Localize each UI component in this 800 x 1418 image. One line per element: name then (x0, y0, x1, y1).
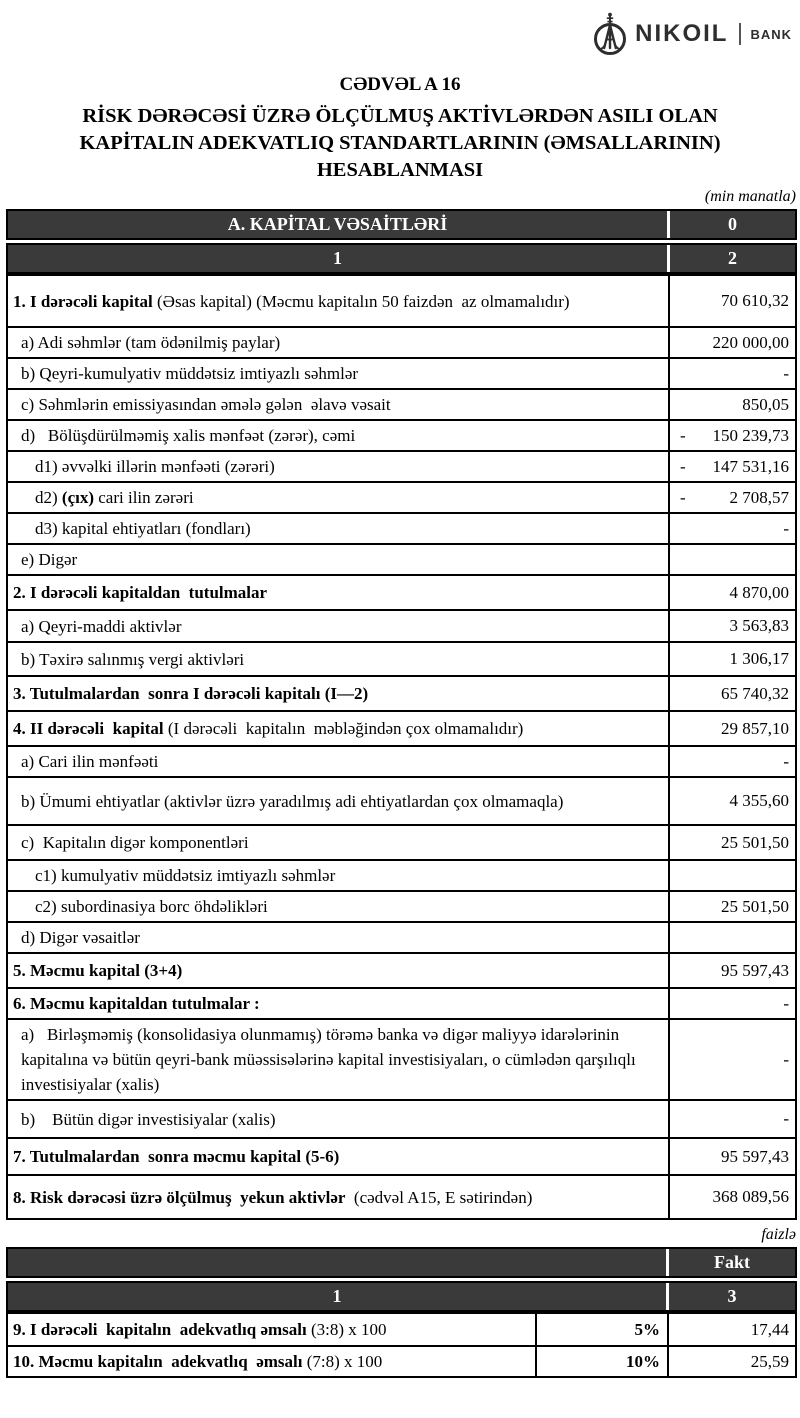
row-value-cell (670, 861, 795, 890)
row-label (8, 545, 670, 574)
ratio-row-label (8, 1314, 537, 1345)
bank-division: BANK (750, 26, 792, 42)
label-segment: 5. Məcmu kapital (3+4) (13, 961, 183, 980)
label-segment: 7. Tutulmalardan sonra məcmu kapital (5-6) (13, 1147, 340, 1166)
label-segment: b) Təxirə salınmış vergi aktivləri (21, 649, 245, 669)
capital-table-row (8, 574, 795, 609)
row-label (8, 826, 670, 859)
capital-table-row (8, 824, 795, 859)
row-value-cell (670, 421, 795, 450)
row-value-cell (670, 483, 795, 512)
row-value: 29 857,10 (721, 718, 789, 738)
row-value-cell (670, 514, 795, 543)
capital-table-row (8, 357, 795, 388)
label-segment: (3:8) x 100 (306, 1319, 387, 1339)
label-segment: d3) kapital ehtiyatları (fondları) (35, 519, 251, 538)
capital-table-row (8, 481, 795, 512)
row-value: 95 597,43 (721, 1146, 789, 1166)
row-value-cell (670, 452, 795, 481)
ratio-subheader-col-1: 1 (8, 1283, 669, 1310)
label-segment: d2) (35, 488, 62, 507)
row-value: - (783, 1049, 789, 1069)
row-value: - (783, 363, 789, 383)
row-value: 4 355,60 (729, 791, 789, 810)
bank-logo (590, 12, 792, 56)
label-segment: a) Cari ilin mənfəəti (21, 752, 159, 771)
capital-table-row (8, 890, 795, 921)
label-segment: c1) kumulyativ müddətsiz imtiyazlı səhmlər (35, 866, 336, 885)
capital-table-row (8, 1099, 795, 1137)
label-segment: (I dərəcəli kapitalın məbləğindən çox olmamalıdır) (163, 719, 524, 738)
minus-sign: - (680, 425, 686, 445)
row-label (8, 892, 670, 921)
title-line-2: RİSK DƏRƏCƏSİ ÜZRƏ ÖLÇÜLMUŞ AKTİVLƏRDƏN ASILI OLAN (82, 105, 718, 127)
row-value: 1 306,17 (729, 649, 789, 668)
ratio-norm-value: 5% (537, 1314, 669, 1345)
capital-table-body (6, 274, 797, 1220)
ratio-header-fakt: Fakt (714, 1252, 750, 1272)
capital-table-row (8, 921, 795, 952)
capital-table (6, 209, 797, 1220)
row-value: 65 740,32 (721, 683, 789, 703)
logo-divider (739, 23, 741, 45)
row-label (8, 576, 670, 609)
ratio-header-empty (8, 1249, 669, 1276)
subheader-col-2: 2 (728, 248, 737, 268)
ratio-norm-value: 10% (537, 1347, 669, 1376)
label-segment: (cədvəl A15, E sətirindən) (345, 1187, 533, 1207)
label-segment: (çıx) (61, 488, 95, 507)
capital-table-row (8, 1174, 795, 1218)
label-segment: (7:8) x 100 (302, 1351, 383, 1371)
row-value-cell (670, 328, 795, 357)
label-segment: e) Digər (21, 550, 78, 569)
row-label (8, 1101, 670, 1137)
row-value-cell (670, 677, 795, 710)
row-value: 95 597,43 (721, 960, 789, 980)
label-segment: a) Birləşməmiş (konsolidasiya olunmamış) törəmə banka və digər maliyyə idarələrinin kapitalına və bütün qeyri-bank müəssisələrinə kapital investisiyaları, o cümlədən qarşılıqlı investisiyalar (xalis) (21, 1025, 640, 1094)
capital-table-header (6, 209, 797, 240)
label-segment: d) Digər vəsaitlər (21, 928, 140, 947)
row-label (8, 643, 670, 675)
row-value: - (783, 1109, 789, 1128)
unit-note-bottom: faizlə (761, 1226, 796, 1243)
capital-table-row (8, 512, 795, 543)
row-value: - (783, 518, 789, 538)
row-value-cell (670, 576, 795, 609)
row-label (8, 778, 670, 824)
row-label (8, 328, 670, 357)
row-label (8, 747, 670, 776)
label-segment: a) Qeyri-maddi aktivlər (21, 616, 182, 636)
label-segment: 2. I dərəcəli kapitaldan tutulmalar (13, 583, 268, 602)
row-value-cell (670, 1020, 795, 1099)
header-section-title: A. KAPİTAL VƏSAİTLƏRİ (8, 211, 670, 238)
header-col-0: 0 (728, 214, 737, 234)
row-label (8, 861, 670, 890)
ratio-table (6, 1247, 797, 1378)
row-value: 2 708,57 (729, 487, 789, 507)
row-label (8, 421, 670, 450)
row-value-cell (670, 954, 795, 987)
row-label (8, 677, 670, 710)
row-value: 3 563,83 (729, 616, 789, 635)
row-value-cell (670, 611, 795, 641)
label-segment: c2) subordinasiya borc öhdəlikləri (35, 897, 268, 916)
row-value-cell (670, 276, 795, 326)
row-value-cell (670, 989, 795, 1018)
label-segment: 1. I dərəcəli kapital (13, 291, 153, 311)
row-value-cell (670, 712, 795, 745)
label-segment: b) Qeyri-kumulyativ müddətsiz imtiyazlı səhmlər (21, 364, 359, 383)
row-value: 25 501,50 (721, 832, 789, 852)
row-value: 4 870,00 (729, 582, 789, 602)
label-segment: (Əsas kapital) (Məcmu kapitalın 50 faizdən az olmamalıdır) (152, 291, 570, 311)
row-value-cell (670, 359, 795, 388)
capital-table-row (8, 276, 795, 326)
capital-table-row (8, 609, 795, 641)
row-label (8, 989, 670, 1018)
capital-table-row (8, 326, 795, 357)
capital-table-subheader (6, 243, 797, 274)
label-segment: b) Bütün digər investisiyalar (xalis) (21, 1109, 276, 1129)
row-value-cell (670, 390, 795, 419)
row-value-cell (670, 747, 795, 776)
row-value-cell (670, 545, 795, 574)
row-value: 25 501,50 (721, 896, 789, 916)
capital-table-row (8, 1137, 795, 1174)
row-value: 368 089,56 (712, 1187, 789, 1206)
label-segment: 9. I dərəcəli kapitalın adekvatlıq əmsalı (13, 1319, 307, 1339)
row-value-cell (670, 923, 795, 952)
ratio-table-header (6, 1247, 797, 1278)
row-value: 147 531,16 (712, 456, 789, 476)
row-value-cell (670, 1101, 795, 1137)
label-segment: 6. Məcmu kapitaldan tutulmalar : (13, 994, 260, 1013)
label-segment: 10. Məcmu kapitalın adekvatlıq əmsalı (13, 1351, 303, 1371)
label-segment: 8. Risk dərəcəsi üzrə ölçülmuş yekun aktivlər (13, 1187, 346, 1207)
row-label (8, 1176, 670, 1218)
capital-table-row (8, 710, 795, 745)
label-segment: a) Adi səhmlər (tam ödənilmiş paylar) (21, 333, 281, 352)
capital-table-row (8, 641, 795, 675)
capital-table-row (8, 419, 795, 450)
capital-table-row (8, 388, 795, 419)
ratio-table-row (8, 1345, 795, 1376)
row-label (8, 390, 670, 419)
row-label (8, 923, 670, 952)
subheader-col-1: 1 (8, 245, 670, 272)
ratio-fakt-value: 17,44 (750, 1319, 789, 1339)
capital-table-row (8, 952, 795, 987)
row-label (8, 1139, 670, 1174)
capital-table-row (8, 859, 795, 890)
row-value-cell (670, 892, 795, 921)
oil-derrick-icon (590, 12, 630, 56)
label-segment: b) Ümumi ehtiyatlar (aktivlər üzrə yaradılmış adi ehtiyatlardan çox olmamaqla) (21, 791, 564, 811)
row-value: - (783, 993, 789, 1013)
title-line-3: KAPİTALIN ADEKVATLIQ STANDARTLARININ (ƏMSALLARININ) (79, 132, 721, 154)
row-value-cell (670, 826, 795, 859)
label-segment: d1) əvvəlki illərin mənfəəti (zərəri) (35, 457, 275, 476)
row-label (8, 514, 670, 543)
title-line-4: HESABLANMASI (316, 159, 484, 181)
label-segment: 4. II dərəcəli kapital (13, 719, 164, 738)
row-value: 220 000,00 (712, 332, 789, 352)
row-label (8, 483, 670, 512)
row-label (8, 1020, 670, 1099)
ratio-table-row (8, 1314, 795, 1345)
row-value: 850,05 (742, 394, 789, 414)
ratio-row-label (8, 1347, 537, 1376)
row-value-cell (670, 643, 795, 675)
ratio-table-body (6, 1312, 797, 1378)
row-value: 150 239,73 (712, 425, 789, 445)
capital-table-row (8, 450, 795, 481)
unit-note-top: (min manatla) (704, 188, 796, 205)
minus-sign: - (680, 487, 686, 507)
capital-table-row (8, 987, 795, 1018)
ratio-subheader-col-3: 3 (727, 1286, 737, 1306)
row-label (8, 359, 670, 388)
capital-table-row (8, 745, 795, 776)
label-segment: cari ilin zərəri (94, 488, 194, 507)
minus-sign: - (680, 456, 686, 476)
ratio-table-subheader (6, 1281, 797, 1312)
label-segment: c) Kapitalın digər komponentləri (21, 833, 249, 852)
capital-table-row (8, 1018, 795, 1099)
row-label (8, 611, 670, 641)
row-label (8, 452, 670, 481)
label-segment: d) Bölüşdürülməmiş xalis mənfəət (zərər), cəmi (21, 426, 356, 445)
row-label (8, 712, 670, 745)
row-value-cell (670, 1176, 795, 1218)
label-segment: c) Səhmlərin emissiyasından əmələ gələn əlavə vəsait (21, 395, 391, 414)
table-number: CƏDVƏL A 16 (339, 74, 461, 95)
capital-table-row (8, 776, 795, 824)
row-label (8, 276, 670, 326)
label-segment: 3. Tutulmalardan sonra I dərəcəli kapitalı (I—2) (13, 684, 369, 703)
row-value: - (783, 751, 789, 771)
bank-name: NIKOIL (635, 20, 729, 47)
row-value-cell (670, 778, 795, 824)
capital-table-row (8, 675, 795, 710)
capital-table-row (8, 543, 795, 574)
row-label (8, 954, 670, 987)
row-value: 70 610,32 (721, 291, 789, 310)
ratio-fakt-value: 25,59 (750, 1351, 789, 1371)
row-value-cell (670, 1139, 795, 1174)
